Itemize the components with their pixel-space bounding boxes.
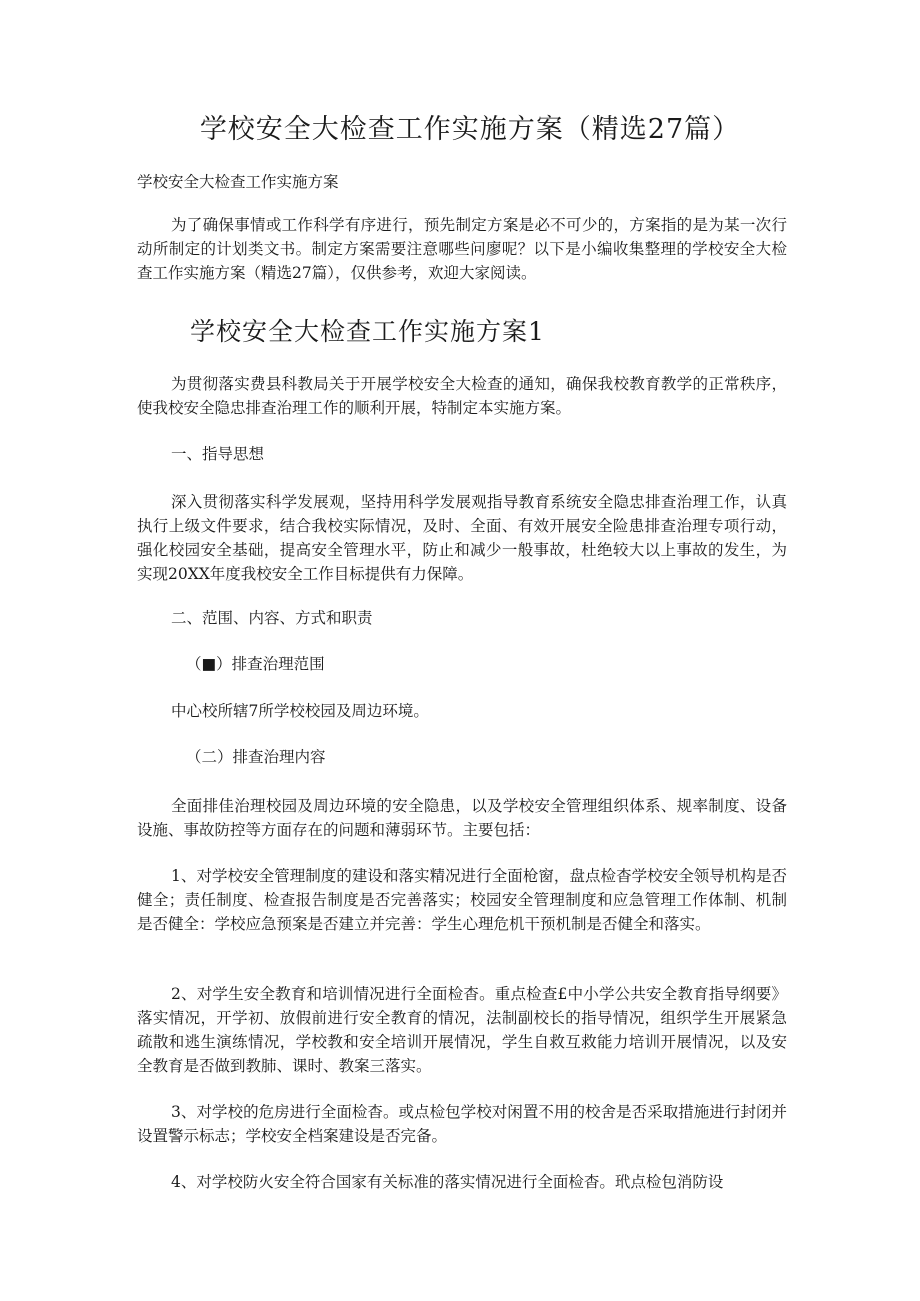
intro-paragraph: 为了确保事情或工作科学有序进行，预先制定方案是必不可少的，方案指的是为某一次行动所制定的计划类文书。制定方案需要注意哪些问廖呢？以下是小编收集整理的学校安全大检查工作实施方案（精选27篇），仅供参考，欢迎大家阅读。: [137, 216, 787, 282]
section-title: 学校安全大检查工作实施方案1: [190, 317, 545, 346]
paragraph-2: 深入贯彻落实科学发展观，坚持用科学发展观指导教育系统安全隐忠排查治理工作，认真执行上级文件要求，结合我校实际情况，及时、全面、有效开展安全险患排查治理专项行动，强化校园安全基础，提高安全管理水平，防止和减少一般事故，杜绝较大以上事故的发生，为实现20XX年度我校安全工作目标提供有力保障。: [137, 493, 787, 583]
list-item-3: 3、对学校的危房进行全面检杳。或点检包学校对闲置不用的校舍是否采取措施进行封闭并设置警示标志；学校安全档案建设是否完备。: [137, 1103, 787, 1145]
paragraph-1: 为贯彻落实费县科教局关于开展学校安全大检查的通知，确保我校教育教学的正常秩序，使我校安全隐忠排查治理工作的顺利开展，特制定本实施方案。: [137, 375, 787, 417]
heading-scope: 二、范围、内容、方式和职责: [171, 609, 373, 627]
paragraph-3: 中心校所辖7所学校校园及周边环境。: [171, 702, 429, 720]
document-title: 学校安全大检查工作实施方案（精选27篇）: [199, 114, 741, 145]
subheading-content: （二）排查治理内容: [186, 748, 326, 766]
document-subtitle: 学校安全大检查工作实施方案: [137, 173, 339, 191]
list-item-1: 1、对学校安全管理制度的建设和落实精况进行全面枪窗，盘点检杳学校安全领导机构是否健全；责任制度、检查报告制度是否完善落实；校园安全管理制度和应急管理工作体制、机制是否健全：学校应急预案是否建立并完善：学生心理危机干预机制是否健全和落实。: [137, 867, 787, 933]
heading-guiding-thought: 一、指导思想: [171, 445, 265, 463]
paragraph-4: 全面排佳治理校园及周边环境的安全隐患，以及学校安全管理组织体系、规率制度、设备设施、事故防控等方面存在的问题和薄弱环节。主要包括：: [137, 797, 787, 839]
subheading-scope: （■）排查治理范围: [186, 655, 325, 673]
list-item-2: 2、对学生安全教育和培训情况进行全面检杳。重点检查£中小学公共安全教育指导纲要》落实情况，开学初、放假前进行安全教育的情况，法制副校长的指导情况，组织学生开展紧急疏散和逃生演练情况，学校教和安全培训开展情况，学生自救互救能力培训开展情况，以及安全教育是否做到教肺、课时、教案三落实。: [137, 985, 787, 1075]
list-item-4: 4、对学校防火安全符合国家有关标准的落实情况进行全面检杳。玳点检包消防设: [171, 1173, 724, 1191]
